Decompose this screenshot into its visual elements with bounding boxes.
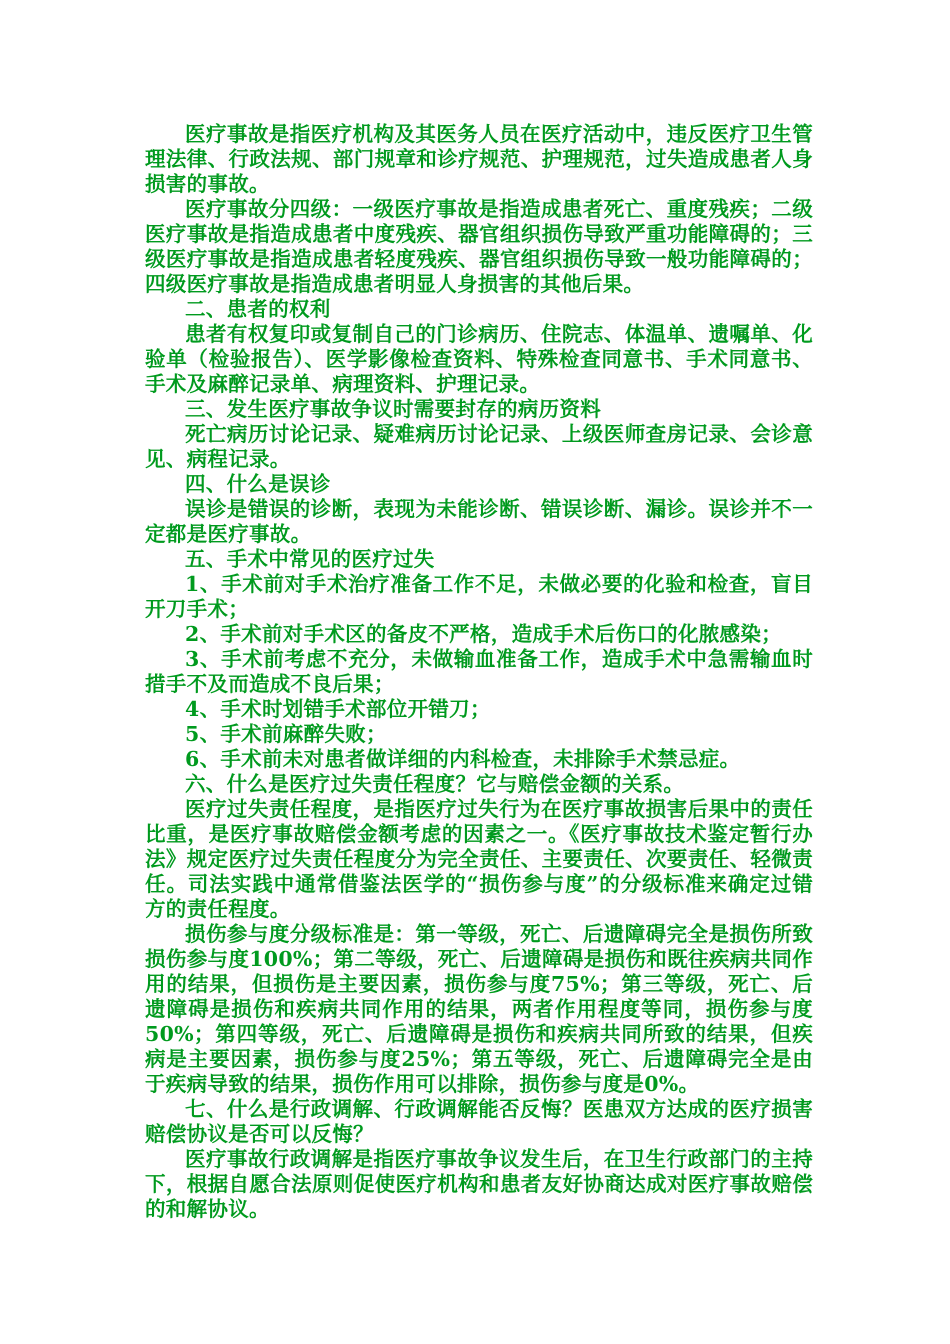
heading-liability-degree: 六、什么是医疗过失责任程度？它与赔偿金额的关系。 (185, 772, 685, 796)
heading-patient-rights: 二、患者的权利 (185, 297, 331, 321)
heading-sealed-records: 三、发生医疗事故争议时需要封存的病历资料 (185, 397, 601, 421)
paragraph-participation-grades: 损伤参与度分级标准是：第一等级，死亡、后遗障碍完全是损伤所致损伤参与度100%；第二等级，死亡、后遗障碍是损伤和既往疾病共同作用的结果，但损伤是主要因素，损伤参与度75%；第三等级，死亡、后遗障碍是损伤和疾病共同作用的结果，两者作用程度等同，损伤参与度50%；第四等级，死亡、后遗障碍是损伤和疾病共同所致的结果，但疾病是主要因素，损伤参与度25%；第五等级，死亡、后遗障碍完全是由于疾病导致的结果，损伤作用可以排除，损伤参与度是0%。 (145, 922, 813, 1096)
paragraph-sealed-records: 死亡病历讨论记录、疑难病历讨论记录、上级医师查房记录、会诊意见、病程记录。 (145, 422, 813, 471)
paragraph-mediation: 医疗事故行政调解是指医疗事故争议发生后，在卫生行政部门的主持下，根据自愿合法原则促使医疗机构和患者友好协商达成对医疗事故赔偿的和解协议。 (145, 1147, 813, 1221)
list-item: 1、手术前对手术治疗准备工作不足，未做必要的化验和检查，盲目开刀手术； (145, 572, 813, 621)
paragraph-patient-rights: 患者有权复印或复制自己的门诊病历、住院志、体温单、遗嘱单、化验单（检验报告）、医学影像检查资料、特殊检查同意书、手术同意书、手术及麻醉记录单、病理资料、护理记录。 (145, 322, 813, 396)
heading-misdiagnosis: 四、什么是误诊 (185, 472, 331, 496)
heading-mediation: 七、什么是行政调解、行政调解能否反悔？医患双方达成的医疗损害赔偿协议是否可以反悔？ (145, 1097, 813, 1146)
list-item: 4、手术时划错手术部位开错刀； (185, 697, 491, 721)
list-item: 2、手术前对手术区的备皮不严格，造成手术后伤口的化脓感染； (185, 622, 782, 646)
paragraph-definition: 医疗事故是指医疗机构及其医务人员在医疗活动中，违反医疗卫生管理法律、行政法规、部门规章和诊疗规范、护理规范，过失造成患者人身损害的事故。 (145, 122, 813, 196)
paragraph-misdiagnosis: 误诊是错误的诊断，表现为未能诊断、错误诊断、漏诊。误诊并不一定都是医疗事故。 (145, 497, 813, 546)
heading-surgical-errors: 五、手术中常见的医疗过失 (185, 547, 435, 571)
list-item: 3、手术前考虑不充分，未做输血准备工作，造成手术中急需输血时措手不及而造成不良后果； (145, 647, 813, 696)
list-item: 6、手术前未对患者做详细的内科检查，未排除手术禁忌症。 (185, 747, 741, 771)
list-item: 5、手术前麻醉失败； (185, 722, 387, 746)
paragraph-liability-degree: 医疗过失责任程度，是指医疗过失行为在医疗事故损害后果中的责任比重，是医疗事故赔偿金额考虑的因素之一。《医疗事故技术鉴定暂行办法》规定医疗过失责任程度分为完全责任、主要责任、次要责任、轻微责任。司法实践中通常借鉴法医学的“损伤参与度”的分级标准来确定过错方的责任程度。 (145, 797, 813, 921)
paragraph-levels: 医疗事故分四级：一级医疗事故是指造成患者死亡、重度残疾；二级医疗事故是指造成患者中度残疾、器官组织损伤导致严重功能障碍的；三级医疗事故是指造成患者轻度残疾、器官组织损伤导致一般功能障碍的；四级医疗事故是指造成患者明显人身损害的其他后果。 (145, 197, 813, 296)
document-body (145, 122, 813, 1222)
